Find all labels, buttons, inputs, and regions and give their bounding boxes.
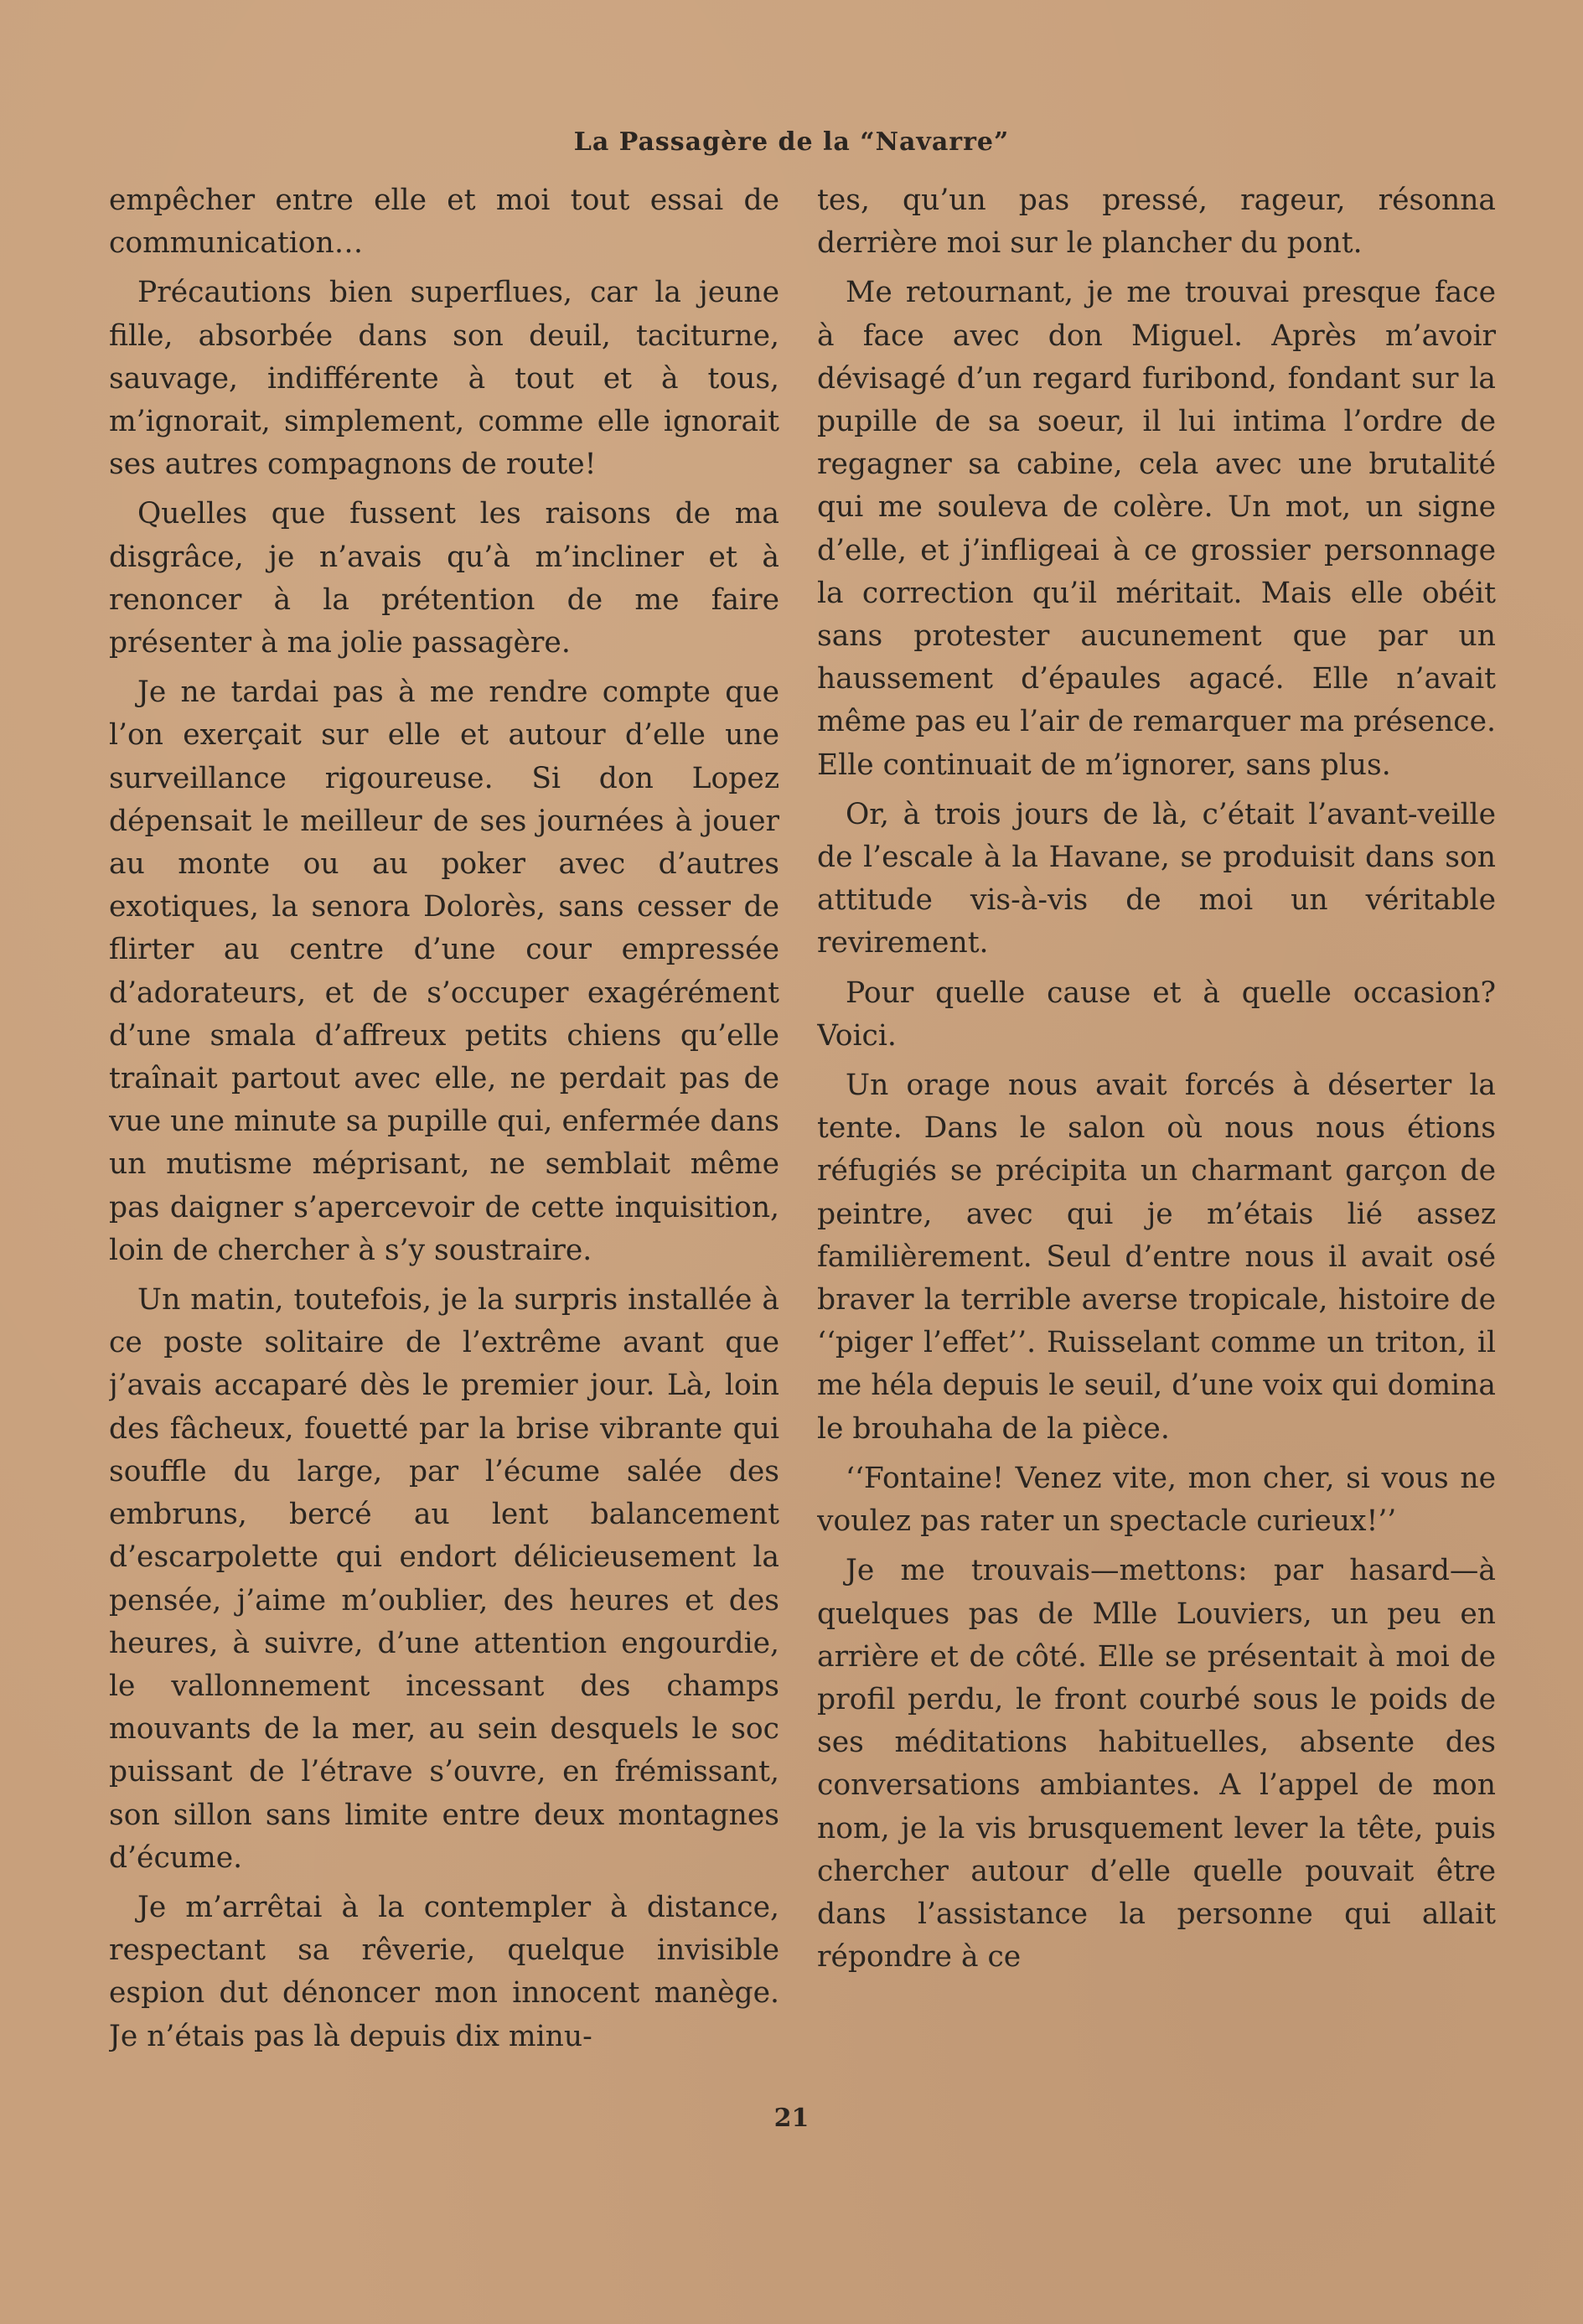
paragraph: Or, à trois jours de là, c’était l’avant-veille de l’escale à la Havane, se produisit dans son attitude vis-à-vis de moi un véritable revirement.	[817, 797, 1496, 960]
page-number: 21	[773, 2104, 810, 2133]
right-column	[817, 179, 1496, 2082]
paragraph: Un matin, toutefois, je la surpris installée à ce poste solitaire de l’extrême avant que j’avais accaparé dès le premier jour. Là, loin des fâcheux, fouetté par la brise vibrante qui souffle du large, par l’écume salée des embruns, bercé au lent balancement d’escarpolette qui endort délicieusement la pensée, j’aime m’oublier, des heures et des heures, à suivre, d’une attention engourdie, le vallonnement incessant des champs mouvants de la mer, au sein desquels le soc puissant de l’étrave s’ouvre, en frémissant, son sillon sans limite entre deux montagnes d’écume.	[109, 1283, 779, 1875]
paragraph: empêcher entre elle et moi tout essai de communication…	[109, 184, 779, 261]
paragraph: ‘‘Fontaine! Venez vite, mon cher, si vous ne voulez pas rater un spectacle curieux!’’	[817, 1461, 1496, 1539]
left-column	[109, 179, 779, 2082]
paragraph: Pour quelle cause et à quelle occasion? Voici.	[817, 976, 1496, 1053]
paragraph: tes, qu’un pas pressé, rageur, résonna derrière moi sur le plancher du pont.	[817, 184, 1496, 261]
paragraph: Précautions bien superflues, car la jeune fille, absorbée dans son deuil, taciturne, sauvage, indifférente à tout et à tous, m’ignorait, simplement, comme elle ignorait ses autres compagnons de route!	[109, 276, 779, 482]
running-title: La Passagère de la “Navarre”	[573, 127, 1010, 157]
paragraph: Je me trouvais—mettons: par hasard—à quelques pas de Mlle Louviers, un peu en arrière et de côté. Elle se présentait à moi de profil perdu, le front courbé sous le poids de ses méditations habituelles, absente des conversations ambiantes. A l’appel de mon nom, je la vis brusquement lever la tête, puis chercher autour d’elle quelle pouvait être dans l’assistance la personne qui allait répondre à ce	[817, 1554, 1496, 1975]
paragraph: Un orage nous avait forcés à déserter la tente. Dans le salon où nous nous étions réfugiés se précipita un charmant garçon de peintre, avec qui je m’étais lié assez familièrement. Seul d’entre nous il avait osé braver la terrible averse tropicale, histoire de ‘‘piger l’effet’’. Ruisselant comme un triton, il me héla depuis le seuil, d’une voix qui domina le brouhaha de la pièce.	[817, 1069, 1496, 1446]
paragraph: Me retournant, je me trouvai presque face à face avec don Miguel. Après m’avoir dévisagé d’un regard furibond, fondant sur la pupille de sa soeur, il lui intima l’ordre de regagner sa cabine, cela avec une brutalité qui me souleva de colère. Un mot, un signe d’elle, et j’infligeai à ce grossier personnage la correction qu’il méritait. Mais elle obéit sans protester aucunement que par un haussement d’épaules agacé. Elle n’avait même pas eu l’air de remarquer ma présence. Elle continuait de m’ignorer, sans plus.	[817, 276, 1496, 782]
paragraph: Je m’arrêtai à la contempler à distance, respectant sa rêverie, quelque invisible espion dut dénoncer mon innocent manège. Je n’étais pas là depuis dix minu-	[109, 1890, 779, 2053]
paragraph: Je ne tardai pas à me rendre compte que l’on exerçait sur elle et autour d’elle une surveillance rigoureuse. Si don Lopez dépensait le meilleur de ses journées à jouer au monte ou au poker avec d’autres exotiques, la senora Dolorès, sans cesser de flirter au centre d’une cour empressée d’adorateurs, et de s’occuper exagérément d’une smala d’affreux petits chiens qu’elle traînait partout avec elle, ne perdait pas de vue une minute sa pupille qui, enfermée dans un mutisme méprisant, ne semblait même pas daigner s’apercevoir de cette inquisition, loin de chercher à s’y soustraire.	[109, 675, 779, 1267]
paragraph: Quelles que fussent les raisons de ma disgrâce, je n’avais qu’à m’incliner et à renoncer à la prétention de me faire présenter à ma jolie passagère.	[109, 497, 779, 660]
